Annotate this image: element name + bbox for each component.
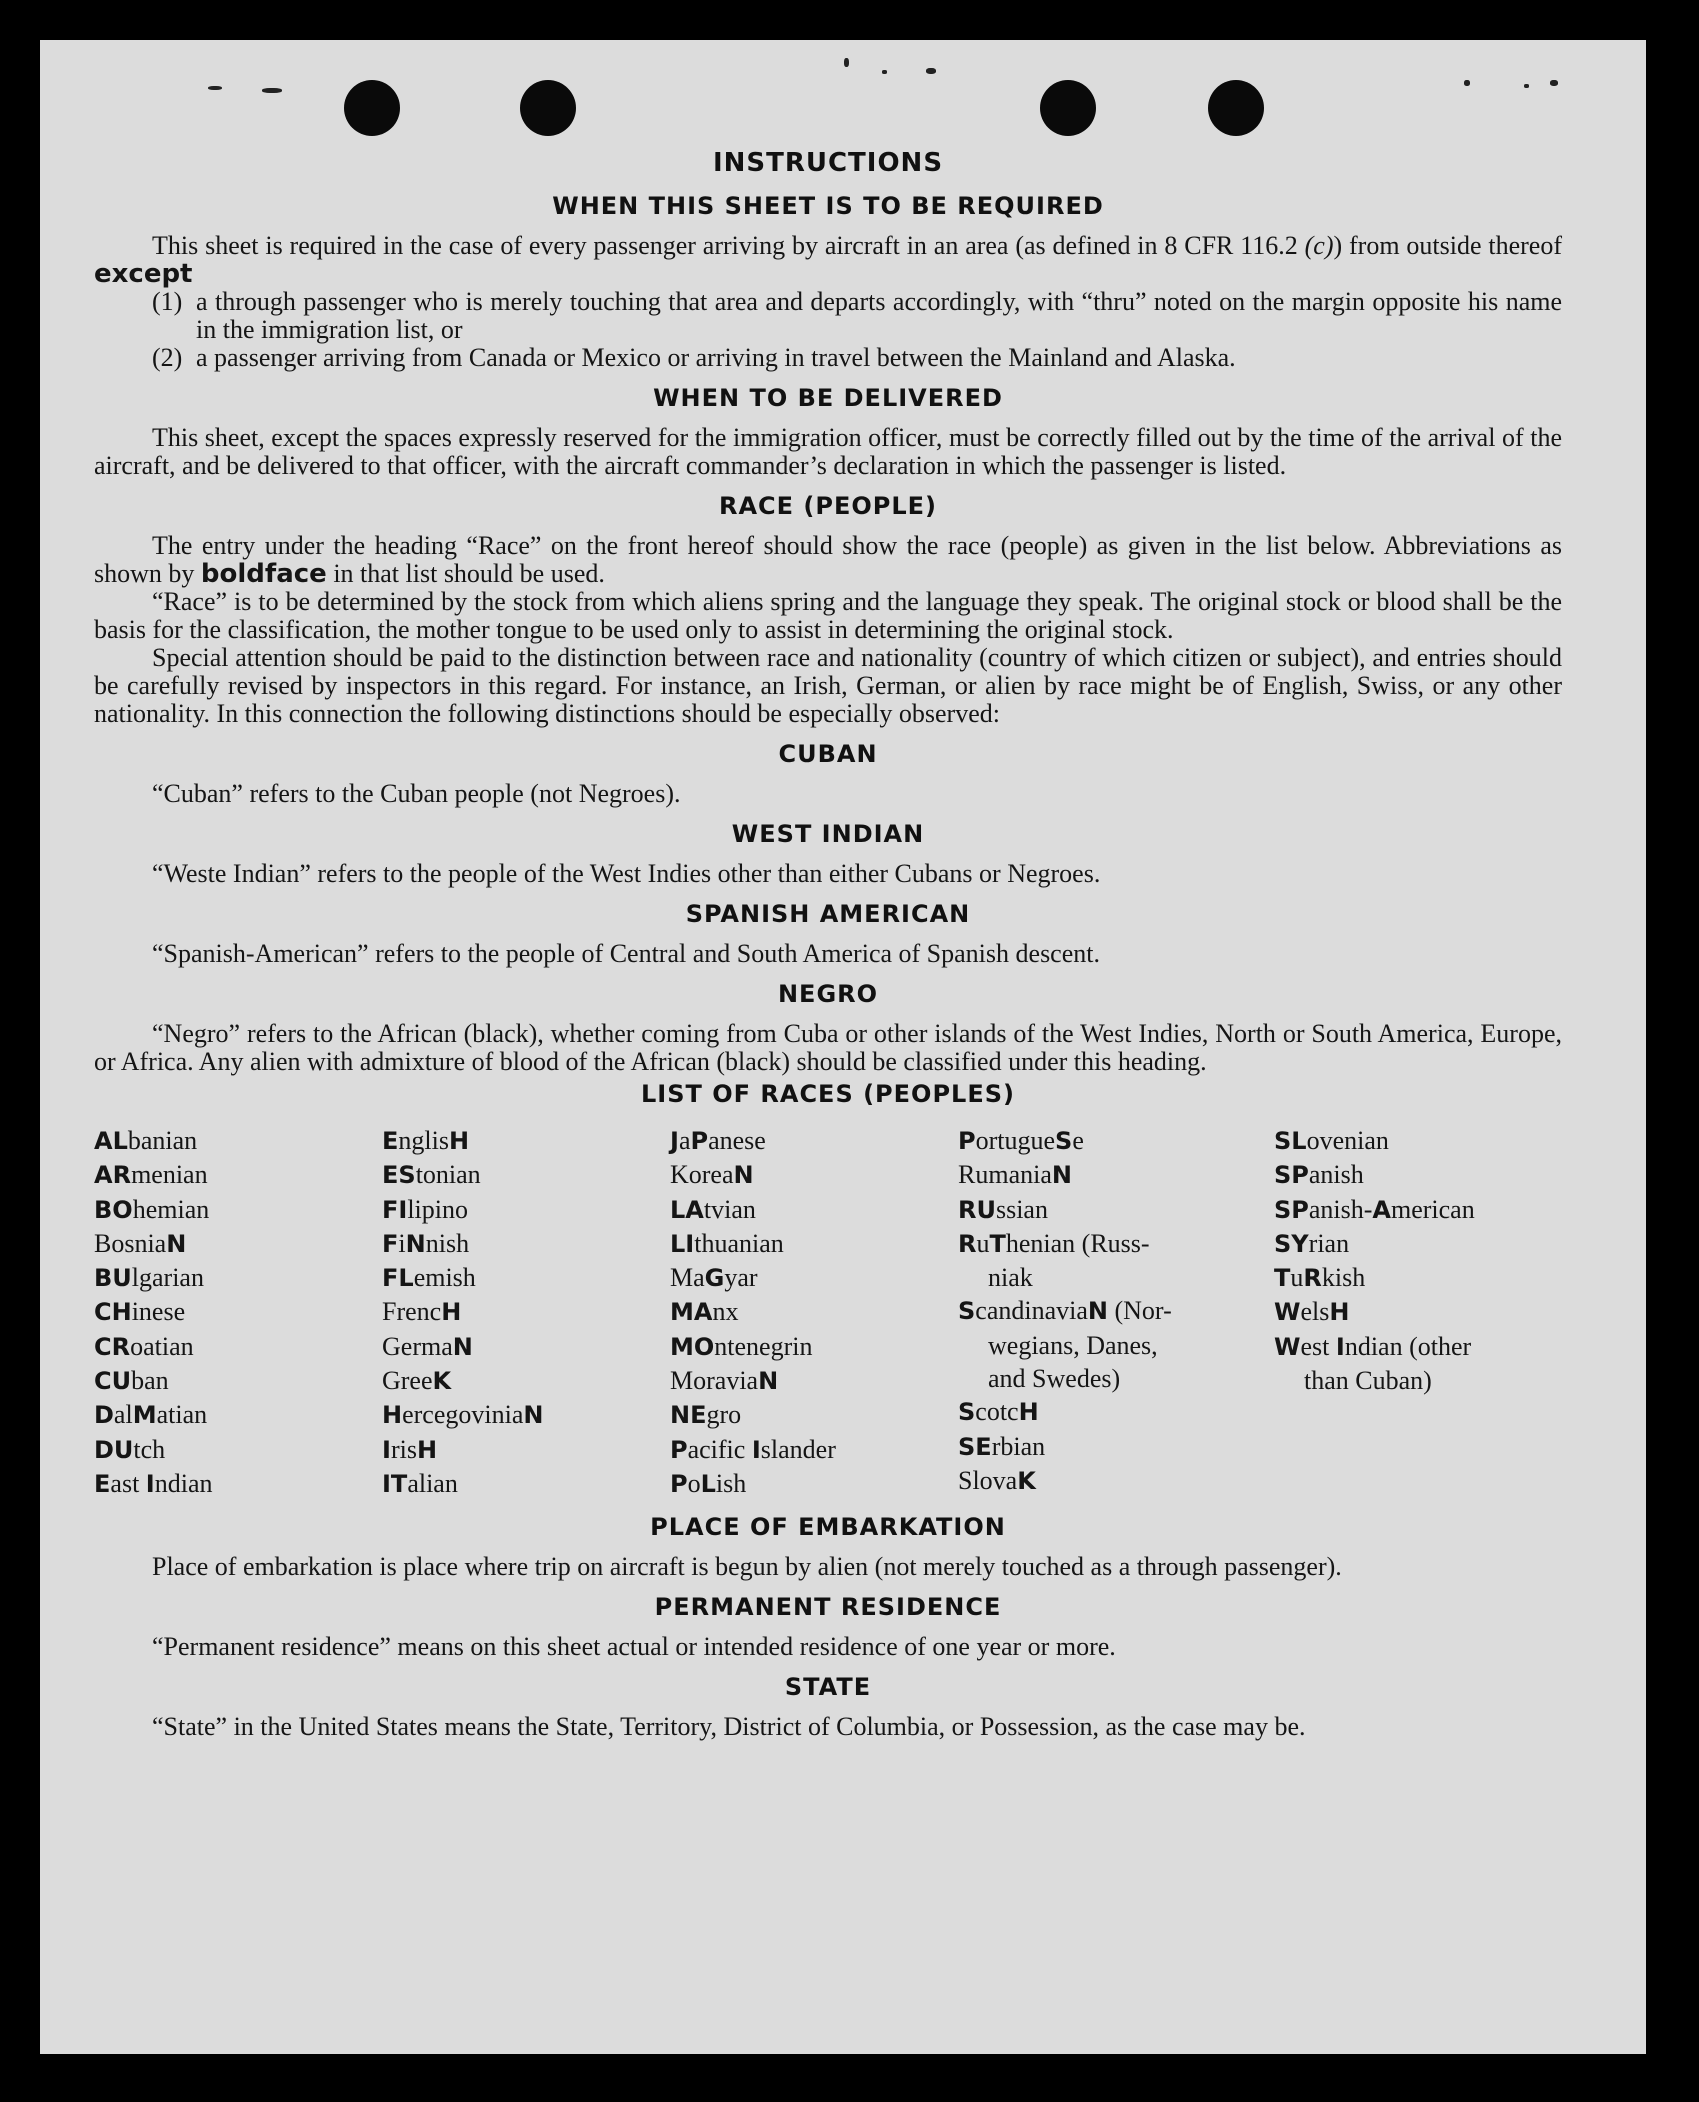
race-entry: SPanish: [1274, 1160, 1364, 1190]
race-entry: PoLish: [670, 1468, 747, 1498]
spanish-american-text: “Spanish-American” refers to the people of Central and South America of Spanish descent.: [152, 939, 1100, 968]
race-entry: West Indian (other: [1274, 1331, 1472, 1361]
section-heading-cuban: CUBAN: [778, 740, 878, 768]
section-heading-spanish-american: SPANISH AMERICAN: [685, 900, 971, 928]
speck: [1464, 80, 1470, 86]
section-heading-embarkation: PLACE OF EMBARKATION: [650, 1513, 1006, 1542]
race-entry: wegians, Danes,: [988, 1330, 1158, 1360]
race-entry: RumaniaN: [958, 1160, 1072, 1190]
race-entry: MOntenegrin: [670, 1331, 813, 1361]
race-entry: MAnx: [670, 1297, 739, 1327]
race-entry: SLovenian: [1274, 1126, 1389, 1155]
race-entry: WelsH: [1274, 1297, 1350, 1327]
speck: [262, 88, 282, 93]
west-indian-text: “Weste Indian” refers to the people of the West Indies other than either Cubans or Negroes.: [152, 859, 1101, 888]
punch-hole: [520, 80, 576, 136]
speck: [926, 68, 936, 74]
exceptions-list: [94, 288, 1562, 372]
race-paragraph-1: The entry under the heading “Race” on the front hereof should show the race (people) as given in the list below. Abbreviations as shown by boldface in that list should be used.: [94, 531, 1562, 589]
document-page: [40, 40, 1646, 2054]
race-entry: FiNnish: [382, 1228, 470, 1258]
race-entry: GreeK: [382, 1366, 452, 1396]
race-entry: EStonian: [382, 1160, 481, 1190]
punch-hole: [344, 80, 400, 136]
races-column: [94, 1124, 382, 1501]
section-heading-residence: PERMANENT RESIDENCE: [654, 1593, 1002, 1622]
race-entry: EnglisH: [382, 1126, 470, 1155]
race-entry: niak: [988, 1263, 1033, 1293]
section-heading-list-of-races: LIST OF RACES (PEOPLES): [641, 1080, 1015, 1108]
speck: [208, 86, 222, 90]
races-list: [94, 1124, 1562, 1501]
race-entry: FrencH: [382, 1297, 462, 1327]
race-entry: NEgro: [670, 1400, 742, 1430]
race-entry: and Swedes): [988, 1364, 1121, 1394]
section-heading-delivered: WHEN TO BE DELIVERED: [653, 384, 1003, 412]
instructions-content: [94, 148, 1562, 1741]
race-entry: MaGyar: [670, 1263, 758, 1293]
race-entry: PortugueSe: [958, 1126, 1084, 1155]
race-entry: TuRkish: [1274, 1263, 1366, 1293]
page-title: INSTRUCTIONS: [712, 148, 944, 178]
race-entry: LIthuanian: [670, 1228, 784, 1258]
negro-text: “Negro” refers to the African (black), whether coming from Cuba or other islands of the West Indies, North or South America, Europe, or Africa. Any alien with admixture of blood of the African (black) should be classified under this heading.: [94, 1019, 1562, 1076]
section-heading-required: WHEN THIS SHEET IS TO BE REQUIRED: [552, 192, 1104, 220]
race-entry: IrisH: [382, 1434, 438, 1464]
race-entry: BUlgarian: [94, 1263, 204, 1293]
race-entry: KoreaN: [670, 1160, 754, 1190]
race-entry: CHinese: [94, 1297, 186, 1327]
race-entry: RUssian: [958, 1194, 1048, 1224]
race-entry: GermaN: [382, 1331, 473, 1361]
race-entry: BOhemian: [94, 1194, 210, 1224]
race-entry: DalMatian: [94, 1400, 208, 1430]
race-entry: than Cuban): [1304, 1366, 1432, 1396]
race-entry: CUban: [94, 1366, 169, 1396]
race-entry: RuThenian (Russ-: [958, 1228, 1150, 1258]
race-entry: DUtch: [94, 1434, 166, 1464]
speck: [844, 58, 849, 67]
races-column: [958, 1124, 1274, 1501]
race-entry: SYrian: [1274, 1228, 1350, 1258]
race-entry: ScotcH: [958, 1397, 1039, 1427]
race-entry: SlovaK: [958, 1465, 1036, 1495]
section-heading-state: STATE: [784, 1673, 872, 1702]
races-column: [670, 1124, 958, 1501]
race-entry: FLemish: [382, 1263, 476, 1293]
residence-text: “Permanent residence” means on this sheet actual or intended residence of one year or more.: [152, 1632, 1116, 1662]
race-paragraph-2: “Race” is to be determined by the stock from which aliens spring and the language they speak. The original stock or blood shall be the basis for the classification, the mother tongue to be used only to assist in determining the original stock.: [94, 587, 1562, 644]
race-paragraph-3: Special attention should be paid to the distinction between race and nationality (country of which citizen or subject), and entries should be carefully revised by inspectors in this regard. For instance, an Irish, German, or alien by race might be of English, Swiss, or any other nationality. In this connection the following distinctions should be especially observed:: [94, 643, 1562, 728]
race-entry: MoraviaN: [670, 1366, 779, 1396]
punch-hole: [1040, 80, 1096, 136]
race-entry: ScandinaviaN (Nor-: [958, 1296, 1172, 1326]
race-entry: ITalian: [382, 1468, 458, 1498]
race-entry: Pacific Islander: [670, 1434, 836, 1464]
race-entry: BosniaN: [94, 1228, 187, 1258]
state-text: “State” in the United States means the State, Territory, District of Columbia, or Possession, as the case may be.: [152, 1712, 1306, 1742]
list-item: (1) a through passenger who is merely touching that area and departs accordingly, with “thru” noted on the margin opposite his name in the immigration list, or: [152, 287, 1562, 344]
embarkation-text: Place of embarkation is place where trip on aircraft is begun by alien (not merely touched as a through passenger).: [152, 1552, 1342, 1582]
race-entry: HercegoviniaN: [382, 1400, 544, 1430]
required-intro: This sheet is required in the case of every passenger arriving by aircraft in an area (as defined in 8 CFR 116.2 (c)) from outside thereof except: [94, 231, 1562, 289]
race-entry: SPanish-American: [1274, 1194, 1475, 1224]
section-heading-race: RACE (PEOPLE): [718, 492, 938, 520]
races-column: [382, 1124, 670, 1501]
race-entry: ALbanian: [94, 1126, 198, 1155]
race-entry: East Indian: [94, 1468, 213, 1498]
speck: [1550, 80, 1558, 86]
punch-hole: [1208, 80, 1264, 136]
race-entry: LAtvian: [670, 1194, 756, 1224]
race-entry: FIlipino: [382, 1194, 468, 1224]
list-item: (2) a passenger arriving from Canada or Mexico or arriving in travel between the Mainland and Alaska.: [152, 343, 1236, 372]
speck: [882, 70, 887, 74]
delivered-text: This sheet, except the spaces expressly reserved for the immigration officer, must be correctly filled out by the time of the arrival of the aircraft, and be delivered to that officer, with the aircraft commander’s declaration in which the passenger is listed.: [94, 423, 1562, 480]
race-entry: ARmenian: [94, 1160, 208, 1190]
race-entry: CRoatian: [94, 1331, 194, 1361]
section-heading-negro: NEGRO: [777, 980, 879, 1008]
race-entry: SErbian: [958, 1431, 1046, 1461]
cuban-text: “Cuban” refers to the Cuban people (not Negroes).: [152, 779, 681, 808]
races-column: [1274, 1124, 1562, 1501]
section-heading-west-indian: WEST INDIAN: [731, 820, 925, 848]
race-entry: JaPanese: [670, 1126, 766, 1155]
speck: [1524, 84, 1529, 88]
